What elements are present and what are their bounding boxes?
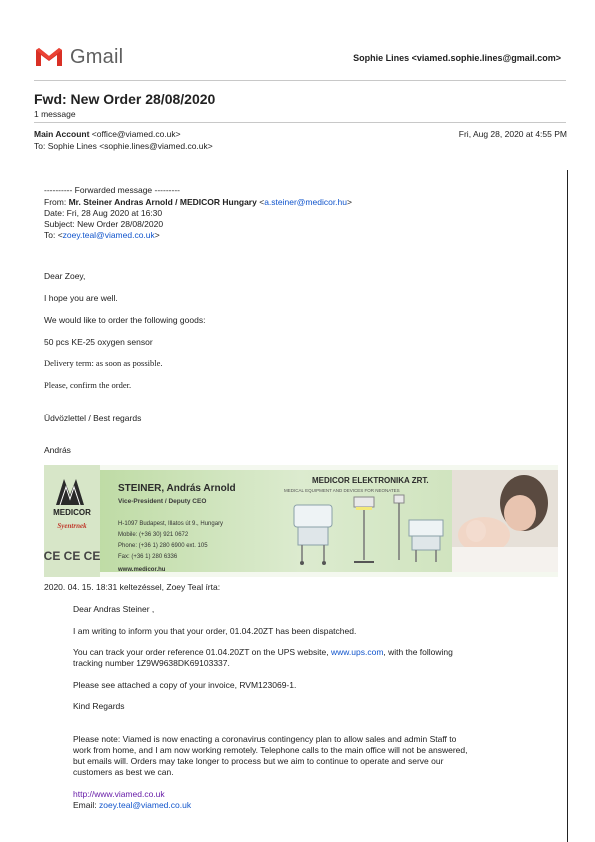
body-greeting: Dear Zoey,: [44, 271, 86, 281]
quote-border: [567, 170, 568, 842]
body-regards: Üdvözlettel / Best regards: [44, 413, 142, 423]
viamed-url-link[interactable]: http://www.viamed.co.uk: [73, 789, 165, 799]
banner-phone: Phone: (+36 1) 280 6900 ext. 105: [118, 543, 208, 549]
forward-to: To: <zoey.teal@viamed.co.uk>: [44, 230, 160, 240]
quote-text: You can track your order reference 01.04.20ZT on the UPS website,: [73, 647, 331, 657]
forward-from: From: Mr. Steiner Andras Arnold / MEDICOR Hungary <a.steiner@medicor.hu>: [44, 197, 352, 207]
message-to: To: Sophie Lines <sophie.lines@viamed.co.uk>: [34, 141, 213, 151]
mother-baby-photo: [452, 470, 558, 572]
zoey-email-link[interactable]: zoey.teal@viamed.co.uk: [98, 800, 192, 810]
banner-mobile: Mobile: (+36 30) 921 0672: [118, 532, 189, 538]
banner-web: www.medicor.hu: [118, 567, 166, 573]
body-line: 50 pcs KE-25 oxygen sensor: [44, 337, 153, 347]
forward-subject: Subject: New Order 28/08/2020: [44, 219, 164, 229]
gmail-wordmark: Gmail: [70, 45, 124, 68]
divider: [34, 122, 566, 123]
quote-paragraph: tracking number 1Z9W9638DK69103337.: [73, 658, 230, 668]
body-line: We would like to order the following goods:: [44, 315, 206, 325]
email-label: Email:: [73, 800, 99, 810]
forward-to-email-link[interactable]: zoey.teal@viamed.co.uk: [62, 230, 155, 240]
quote-header: 2020. 04. 15. 18:31 keltezéssel, Zoey Teal írta:: [44, 582, 221, 592]
quote-note: customers as best we can.: [73, 767, 174, 777]
banner-logo-text: MEDICOR: [53, 508, 91, 517]
banner-company: MEDICOR ELEKTRONIKA ZRT.: [312, 476, 429, 485]
viamed-web-link: [73, 789, 165, 799]
body-line: Delivery term: as soon as possible.: [44, 358, 163, 368]
forward-from-label: From:: [44, 197, 69, 207]
message-count: 1 message: [34, 109, 76, 119]
banner-address: H-1097 Budapest, Illatos út 9., Hungary: [118, 521, 224, 527]
banner-name: STEINER, András Arnold: [118, 483, 236, 494]
body-signoff: András: [44, 445, 71, 455]
from-name: Main Account: [34, 129, 90, 139]
quote-paragraph: Please see attached a copy of your invoice, RVM123069-1.: [73, 680, 297, 690]
quote-email: [73, 800, 191, 810]
from-email: <office@viamed.co.uk>: [91, 129, 181, 139]
body-line: Please, confirm the order.: [44, 380, 132, 390]
divider: [34, 80, 566, 81]
account-label: Sophie Lines <viamed.sophie.lines@gmail.com>: [353, 53, 561, 63]
forward-date: Date: Fri, 28 Aug 2020 at 16:30: [44, 208, 163, 218]
gmail-logo: [34, 43, 123, 71]
ce-marks: CE CE CE: [44, 549, 101, 563]
signature-banner-image: [44, 465, 558, 577]
banner-company-sub: MEDICAL EQUIPMENT AND DEVICES FOR NEONATES: [284, 488, 400, 493]
quote-text: , with the following: [383, 647, 453, 657]
banner-logo-sub: Syentrnek: [57, 522, 87, 530]
forward-separator: ---------- Forwarded message ---------: [44, 185, 180, 195]
quote-regards: Kind Regards: [73, 701, 125, 711]
banner-title: Vice-President / Deputy CEO: [118, 498, 207, 505]
quote-note: Please note: Viamed is now enacting a coronavirus contingency plan to allow sales and admin Staff to: [73, 734, 457, 744]
quote-greeting: Dear Andras Steiner ,: [73, 604, 155, 614]
quote-paragraph: I am writing to inform you that your order, 01.04.20ZT has been dispatched.: [73, 626, 357, 636]
quote-paragraph: [73, 647, 453, 657]
message-from[interactable]: [34, 129, 181, 139]
quote-note: work from home, and I am now working remotely. Telephone calls to the main office will not be answered,: [73, 745, 468, 755]
forward-from-name: Mr. Steiner Andras Arnold / MEDICOR Hungary: [68, 197, 257, 207]
forward-from-email-link[interactable]: a.steiner@medicor.hu: [264, 197, 347, 207]
forward-to-label: To:: [44, 230, 58, 240]
quote-note: but emails will. Orders may take longer to process but we aim to continue to operate and serve our: [73, 756, 444, 766]
thread-subject: Fwd: New Order 28/08/2020: [34, 91, 216, 107]
body-line: I hope you are well.: [44, 293, 118, 303]
banner-fax: Fax: (+36 1) 280 6336: [118, 554, 178, 560]
signature-banner: [44, 465, 558, 577]
gmail-m-icon: [34, 46, 64, 68]
message-date: Fri, Aug 28, 2020 at 4:55 PM: [458, 129, 567, 139]
ups-link[interactable]: www.ups.com: [330, 647, 384, 657]
